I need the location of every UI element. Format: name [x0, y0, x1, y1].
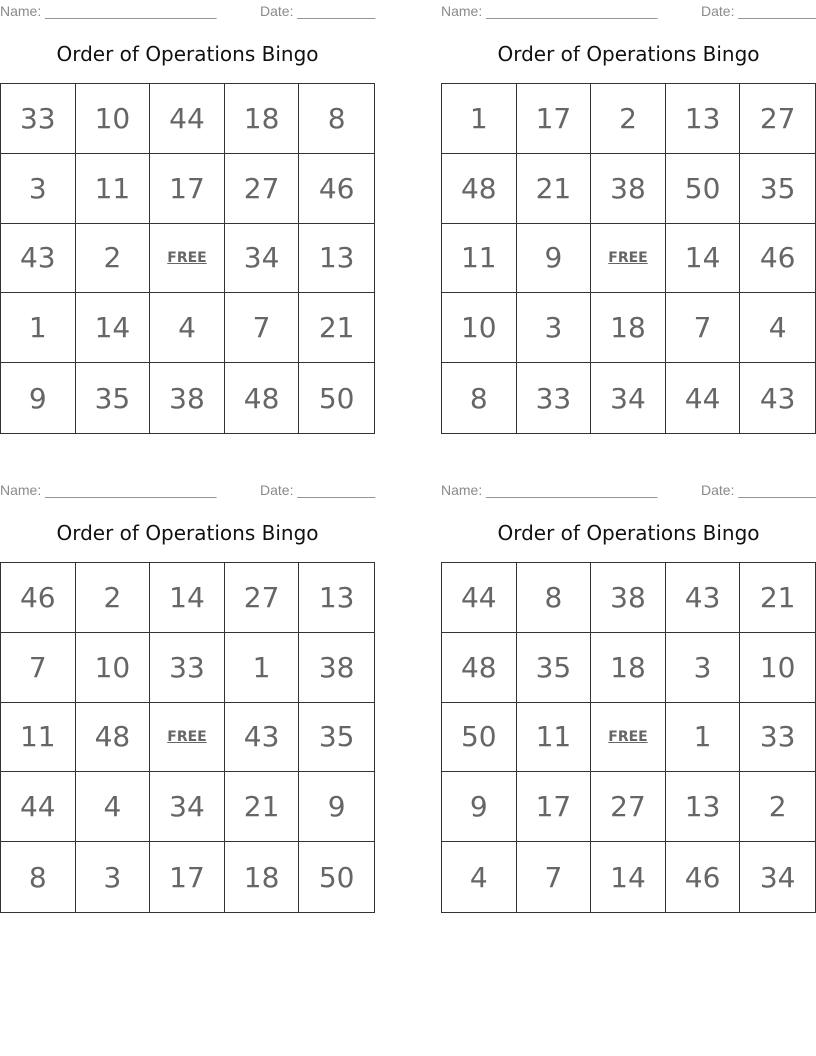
bingo-cell[interactable]: 43 — [666, 563, 741, 633]
bingo-cell[interactable]: 2 — [740, 772, 815, 842]
name-date-line — [0, 482, 375, 498]
free-space[interactable]: FREE — [150, 703, 225, 773]
bingo-cell[interactable]: 35 — [76, 363, 151, 433]
bingo-grid — [441, 562, 816, 913]
bingo-cell[interactable]: 50 — [318, 381, 355, 415]
bingo-cell[interactable]: 11 — [1, 703, 76, 773]
name-field[interactable]: Name: ______________________ — [0, 482, 217, 498]
bingo-cell[interactable]: 11 — [76, 154, 151, 224]
bingo-cell[interactable]: 7 — [1, 633, 76, 703]
bingo-cell[interactable]: 1 — [442, 84, 517, 154]
bingo-cell[interactable]: 4 — [150, 293, 225, 363]
bingo-cell[interactable]: 18 — [591, 633, 666, 703]
bingo-cell[interactable]: 27 — [225, 563, 300, 633]
bingo-cell[interactable]: 33 — [517, 363, 592, 433]
card-title: Order of Operations Bingo — [56, 521, 319, 545]
bingo-cell[interactable]: 34 — [225, 224, 300, 294]
bingo-cell[interactable]: 48 — [442, 633, 517, 703]
bingo-cell[interactable]: 27 — [740, 84, 815, 154]
bingo-grid — [0, 83, 375, 434]
bingo-cell[interactable]: 3 — [666, 633, 741, 703]
bingo-cell[interactable]: 50 — [442, 703, 517, 773]
bingo-grid — [441, 83, 816, 434]
bingo-cell[interactable]: 1 — [225, 633, 300, 703]
bingo-cell[interactable]: 43 — [225, 703, 300, 773]
name-field[interactable]: Name: ______________________ — [441, 482, 658, 498]
bingo-cell[interactable]: 46 — [740, 224, 815, 294]
bingo-cell[interactable]: 34 — [150, 772, 225, 842]
bingo-cell[interactable]: 35 — [299, 703, 374, 773]
bingo-cell[interactable]: 38 — [150, 363, 225, 433]
bingo-cell[interactable]: 7 — [666, 293, 741, 363]
bingo-cell[interactable]: 44 — [442, 563, 517, 633]
bingo-cell[interactable]: 3 — [517, 293, 592, 363]
bingo-cell[interactable]: 33 — [150, 633, 225, 703]
bingo-cell[interactable]: 48 — [225, 363, 300, 433]
free-space[interactable]: FREE — [150, 224, 225, 294]
bingo-cell[interactable]: 9 — [517, 224, 592, 294]
bingo-cell[interactable]: 18 — [591, 293, 666, 363]
bingo-cell[interactable]: 17 — [150, 154, 225, 224]
bingo-cell[interactable]: 44 — [1, 772, 76, 842]
name-date-line — [0, 3, 375, 19]
bingo-cell[interactable]: 46 — [299, 154, 374, 224]
date-field[interactable]: Date: __________ — [701, 482, 816, 498]
bingo-cell[interactable]: 34 — [759, 860, 796, 894]
bingo-cell[interactable]: 7 — [517, 842, 592, 912]
bingo-cell[interactable]: 48 — [442, 154, 517, 224]
bingo-cell[interactable]: 27 — [591, 772, 666, 842]
bingo-cell[interactable]: 35 — [740, 154, 815, 224]
date-field[interactable]: Date: __________ — [260, 482, 376, 498]
bingo-cell[interactable]: 46 — [1, 563, 76, 633]
bingo-cell[interactable]: 50 — [318, 860, 355, 894]
bingo-cell[interactable]: 33 — [1, 84, 76, 154]
bingo-cell[interactable]: 35 — [517, 633, 592, 703]
bingo-cell[interactable]: 1 — [666, 703, 741, 773]
name-date-line — [441, 482, 816, 498]
bingo-cell[interactable]: 44 — [150, 84, 225, 154]
bingo-cell[interactable]: 1 — [1, 293, 76, 363]
card-title: Order of Operations Bingo — [56, 42, 319, 66]
bingo-cell[interactable]: 43 — [759, 381, 796, 415]
name-date-line — [441, 3, 816, 19]
bingo-cell[interactable]: 18 — [225, 84, 300, 154]
card-title: Order of Operations Bingo — [497, 42, 760, 66]
bingo-cell[interactable]: 4 — [76, 772, 151, 842]
bingo-cell[interactable]: 17 — [150, 842, 225, 912]
bingo-cell[interactable]: 17 — [517, 84, 592, 154]
bingo-cell[interactable]: 10 — [76, 633, 151, 703]
free-space[interactable]: FREE — [591, 224, 666, 294]
bingo-cell[interactable]: 21 — [299, 293, 374, 363]
bingo-grid — [0, 562, 375, 913]
bingo-cell[interactable]: 8 — [442, 363, 517, 433]
bingo-cell[interactable]: 2 — [591, 84, 666, 154]
bingo-cell[interactable]: 3 — [76, 842, 151, 912]
bingo-cell[interactable]: 8 — [299, 84, 374, 154]
bingo-cell[interactable]: 10 — [76, 84, 151, 154]
bingo-cell[interactable]: 38 — [299, 633, 374, 703]
free-space[interactable]: FREE — [591, 703, 666, 773]
bingo-cell[interactable]: 18 — [225, 842, 300, 912]
bingo-cell[interactable]: 4 — [442, 842, 517, 912]
bingo-cell[interactable]: 10 — [442, 293, 517, 363]
bingo-cell[interactable]: 27 — [225, 154, 300, 224]
name-field[interactable]: Name: ______________________ — [0, 3, 217, 19]
bingo-cell[interactable]: 46 — [666, 842, 741, 912]
bingo-cell[interactable]: 11 — [442, 224, 517, 294]
bingo-cell[interactable]: 3 — [1, 154, 76, 224]
bingo-cell[interactable]: 17 — [517, 772, 592, 842]
bingo-cell[interactable]: 2 — [76, 224, 151, 294]
bingo-cell[interactable]: 21 — [517, 154, 592, 224]
bingo-cell[interactable]: 13 — [666, 772, 741, 842]
date-field[interactable]: Date: __________ — [260, 3, 376, 19]
bingo-cell[interactable]: 43 — [1, 224, 76, 294]
bingo-cell[interactable]: 9 — [442, 772, 517, 842]
bingo-cell[interactable]: 50 — [666, 154, 741, 224]
bingo-cell[interactable]: 14 — [76, 293, 151, 363]
bingo-cell[interactable]: 14 — [591, 842, 666, 912]
bingo-cell[interactable]: 2 — [76, 563, 151, 633]
bingo-cell[interactable]: 44 — [666, 363, 741, 433]
bingo-cell[interactable]: 8 — [517, 563, 592, 633]
bingo-cell[interactable]: 4 — [740, 293, 815, 363]
bingo-cell[interactable]: 13 — [299, 224, 374, 294]
bingo-cell[interactable]: 10 — [740, 633, 815, 703]
bingo-cell[interactable]: 48 — [76, 703, 151, 773]
bingo-cell[interactable]: 9 — [1, 363, 76, 433]
bingo-cell[interactable]: 34 — [591, 363, 666, 433]
bingo-cell[interactable]: 38 — [591, 154, 666, 224]
bingo-cell[interactable]: 38 — [591, 563, 666, 633]
card-title: Order of Operations Bingo — [497, 521, 760, 545]
bingo-cell[interactable]: 13 — [299, 563, 374, 633]
bingo-cell[interactable]: 9 — [299, 772, 374, 842]
bingo-cell[interactable]: 8 — [1, 842, 76, 912]
bingo-cell[interactable]: 13 — [666, 84, 741, 154]
bingo-cell[interactable]: 14 — [150, 563, 225, 633]
bingo-cell[interactable]: 11 — [517, 703, 592, 773]
date-field[interactable]: Date: __________ — [701, 3, 816, 19]
name-field[interactable]: Name: ______________________ — [441, 3, 658, 19]
bingo-cell[interactable]: 33 — [740, 703, 815, 773]
bingo-cell[interactable]: 21 — [225, 772, 300, 842]
bingo-cell[interactable]: 7 — [225, 293, 300, 363]
bingo-cell[interactable]: 21 — [740, 563, 815, 633]
bingo-cell[interactable]: 14 — [666, 224, 741, 294]
